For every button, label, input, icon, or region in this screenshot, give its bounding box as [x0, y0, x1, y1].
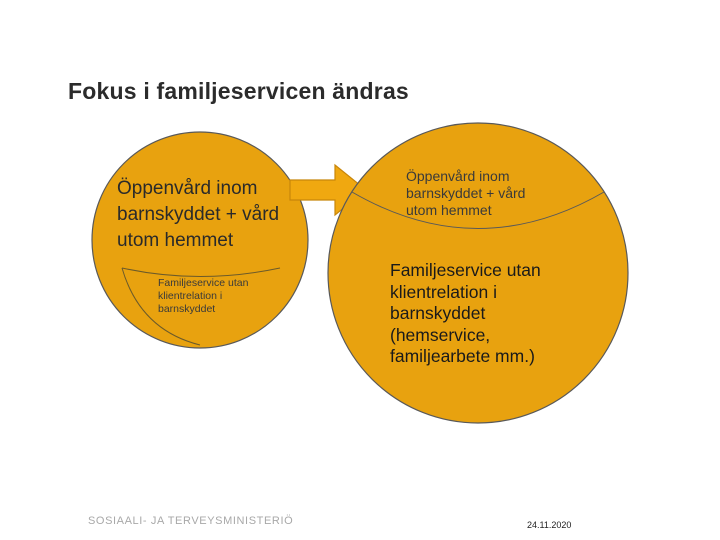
- footer-date: 24.11.2020: [527, 520, 572, 530]
- left-circle-top-text: Öppenvård inom barnskyddet + vård utom hemmet: [117, 178, 280, 251]
- slide-title: Fokus i familjeservicen ändras: [68, 78, 409, 104]
- left-circle-bottom-text: Familjeservice utan klientrelation i barnskyddet: [158, 277, 249, 315]
- ministry-logo: SOSIAALI- JA TERVEYSMINISTERIÖ: [88, 515, 294, 527]
- right-circle-bottom-text: Familjeservice utan klientrelation i barnskyddet (hemservice, familjearbete mm.): [390, 260, 541, 366]
- right-circle-top-text: Öppenvård inom barnskyddet + vård utom hemmet: [406, 168, 526, 218]
